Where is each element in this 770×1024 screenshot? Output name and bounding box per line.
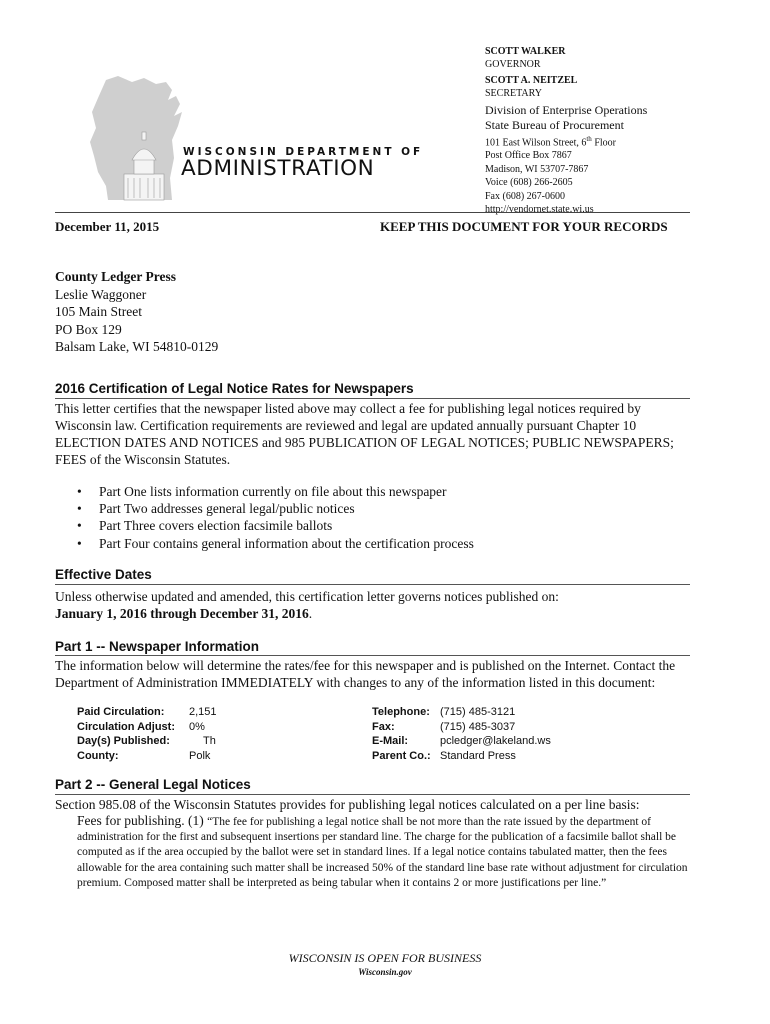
keep-notice: KEEP THIS DOCUMENT FOR YOUR RECORDS (380, 219, 668, 234)
letterhead (485, 45, 647, 216)
certification-body: This letter certifies that the newspaper listed above may collect a fee for publishing legal notices required by Wisconsin law. Certification requirements are reviewed and legal are updated annually pursuant Chapter 10 ELECTION DATES AND NOTICES and 985 PUBLICATION OF LEGAL NOTICES; PUBLIC NEWSPAPERS; FEES of the Wisconsin Statutes. (55, 401, 674, 467)
secretary-name: SCOTT A. NEITZEL (485, 74, 578, 86)
letter-date: December 11, 2015 (55, 219, 160, 234)
fax-row: Fax: (715) 485-3037 (372, 720, 516, 733)
recipient-city: Balsam Lake, WI 54810-0129 (55, 339, 219, 354)
governor-name: SCOTT WALKER (485, 46, 566, 57)
recipient-po-box: PO Box 129 (55, 321, 122, 337)
part1-body: The information below will determine the rates/fee for this newspaper and is published on the Internet. Contact the Department of Administration IMMEDIATELY with changes to any of the information listed in this document: (55, 658, 676, 690)
telephone-row: Telephone: (715) 485-3121 (372, 706, 516, 718)
wisconsin-state-capitol-logo (88, 68, 198, 208)
recipient-name: Leslie Waggoner (55, 286, 147, 302)
fax-number: Fax (608) 267-0600 (485, 190, 565, 202)
logo-line-1: WISCONSIN DEPARTMENT OF (183, 146, 424, 158)
bureau-name: State Bureau of Procurement (485, 117, 624, 132)
part1-rule (55, 655, 690, 656)
list-item: • Part Four contains general information about the certification process (55, 535, 695, 552)
header-divider (55, 212, 690, 213)
vendornet-link[interactable]: http://vendornet.state.wi.us (485, 203, 594, 215)
logo-line-2: ADMINISTRATION (181, 156, 375, 181)
recipient-org: County Ledger Press (55, 269, 176, 284)
newspaper-info-right (372, 705, 551, 763)
effective-date-range: January 1, 2016 through December 31, 2016 (55, 606, 309, 621)
certification-rule (55, 398, 690, 399)
footer-slogan: WISCONSIN IS OPEN FOR BUSINESS (288, 951, 482, 965)
days-published-row: Day(s) Published: Th (77, 735, 216, 747)
parent-company-row: Parent Co.: Standard Press (372, 749, 516, 762)
recipient-street: 105 Main Street (55, 304, 142, 319)
division-name: Division of Enterprise Operations (485, 102, 648, 117)
circulation-adjust-row: Circulation Adjust: 0% (77, 720, 205, 733)
statute-quote: Fees for publishing. (1) “The fee for publishing a legal notice shall be not more than the rate issued by the department of administration for the first and subsequent insertions per standard line. The charge for the publication of a facsimile ballot shall be computed as if the area occupied by the ballot were set in standard lines. If a legal notice contains tabulated matter, then the fees allowable for the area containing such matter shall be increased 50% of the standard line base rate without adjustment for circulation premium. Composed matter shall be interpreted as being tabular when it contains 2 or more justifications per line.” (77, 813, 688, 889)
list-item: • Part Three covers election facsimile ballots (55, 517, 695, 534)
county-row: County: Polk (77, 749, 211, 762)
street-address: 101 East Wilson Street, 6th Floor (485, 134, 616, 148)
part2-title: Part 2 -- General Legal Notices (55, 777, 251, 792)
po-box: Post Office Box 7867 (485, 150, 572, 162)
effective-dates-body: Unless otherwise updated and amended, this certification letter governs notices published on: January 1, 2016 through December 31, 2016. (55, 589, 559, 621)
recipient-address (55, 268, 218, 356)
governor-title: GOVERNOR (485, 59, 541, 71)
paid-circulation-row: Paid Circulation: 2,151 (77, 706, 217, 718)
list-item: • Part One lists information currently on file about this newspaper (55, 483, 695, 500)
part2-body: Section 985.08 of the Wisconsin Statutes provides for publishing legal notices calculated on a per line basis: (55, 797, 640, 812)
effective-dates-rule (55, 584, 690, 585)
city-state-zip: Madison, WI 53707-7867 (485, 163, 589, 175)
secretary-title: SECRETARY (485, 88, 542, 100)
part1-title: Part 1 -- Newspaper Information (55, 639, 260, 654)
list-item: • Part Two addresses general legal/public notices (55, 500, 695, 517)
part2-rule (55, 794, 690, 795)
email-row: E-Mail: pcledger@lakeland.ws (372, 735, 551, 747)
newspaper-info-left (77, 705, 217, 763)
certification-title: 2016 Certification of Legal Notice Rates for Newspapers (55, 381, 414, 396)
certification-bullets (55, 483, 695, 552)
voice-phone: Voice (608) 266-2605 (485, 177, 573, 189)
footer-site[interactable]: Wisconsin.gov (358, 967, 412, 977)
effective-dates-title: Effective Dates (55, 567, 152, 582)
